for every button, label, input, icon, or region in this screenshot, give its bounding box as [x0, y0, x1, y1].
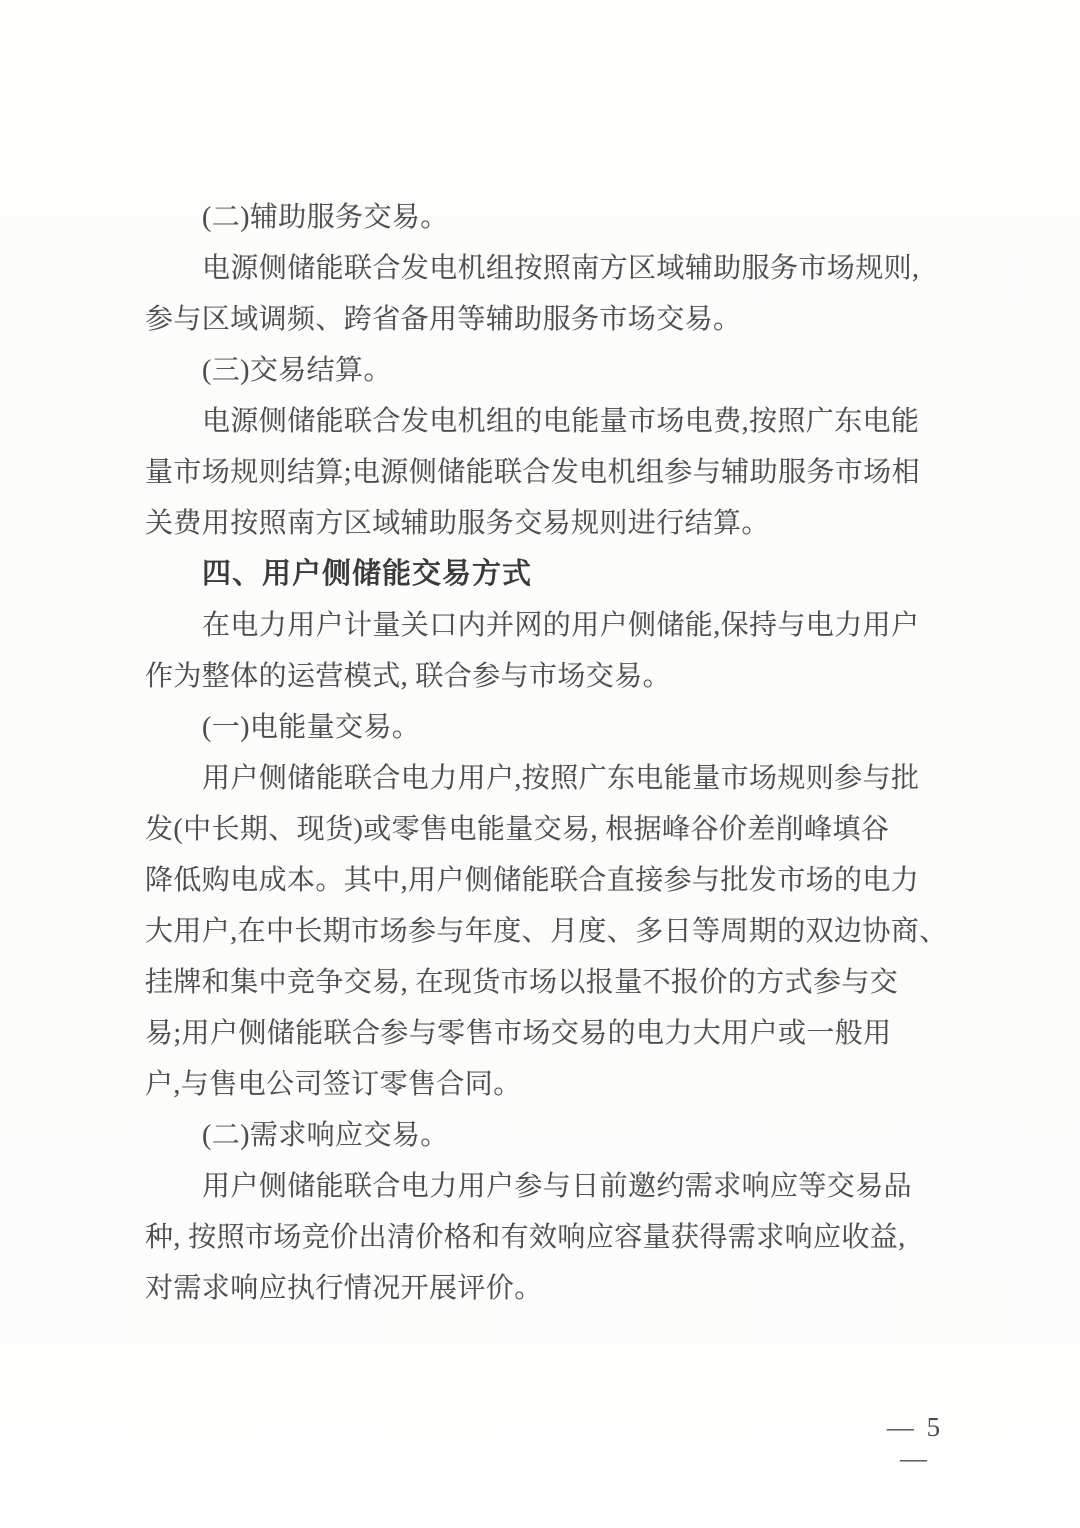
- text-line: 发(中长期、现货)或零售电能量交易, 根据峰谷价差削峰填谷: [145, 814, 890, 845]
- text-line: 用户侧储能联合电力用户,按照广东电能量市场规则参与批: [202, 763, 920, 794]
- text-line: 量市场规则结算;电源侧储能联合发电机组参与辅助服务市场相: [145, 457, 920, 488]
- text-line: 户,与售电公司签订零售合同。: [145, 1069, 522, 1100]
- text-line: 用户侧储能联合电力用户参与日前邀约需求响应等交易品: [202, 1171, 913, 1202]
- text-line: 挂牌和集中竞争交易, 在现货市场以报量不报价的方式参与交: [145, 967, 899, 998]
- text-line: (二)辅助服务交易。: [202, 202, 449, 233]
- text-line: 关费用按照南方区域辅助服务交易规则进行结算。: [145, 508, 770, 539]
- text-line: 大用户,在中长期市场参与年度、月度、多日等周期的双边协商、: [145, 916, 948, 947]
- section-heading: 四、用户侧储能交易方式: [202, 558, 533, 590]
- text-line: 电源侧储能联合发电机组按照南方区域辅助服务市场规则,: [202, 253, 920, 284]
- text-line: 参与区域调频、跨省备用等辅助服务市场交易。: [145, 304, 742, 335]
- text-line: (三)交易结算。: [202, 355, 392, 386]
- text-line: 种, 按照市场竞价出清价格和有效响应容量获得需求响应收益,: [145, 1222, 906, 1253]
- text-line: (二)需求响应交易。: [202, 1120, 449, 1151]
- text-line: 降低购电成本。其中,用户侧储能联合直接参与批发市场的电力: [145, 865, 920, 896]
- text-line: 在电力用户计量关口内并网的用户侧储能,保持与电力用户: [202, 610, 920, 641]
- text-line: 对需求响应执行情况开展评价。: [145, 1273, 543, 1304]
- page-number: — 5 —: [886, 1412, 944, 1473]
- text-line: 易;用户侧储能联合参与零售市场交易的电力大用户或一般用: [145, 1018, 892, 1049]
- text-line: 电源侧储能联合发电机组的电能量市场电费,按照广东电能: [202, 406, 920, 437]
- text-line: (一)电能量交易。: [202, 712, 421, 743]
- document-body: [145, 192, 948, 1314]
- text-line: 作为整体的运营模式, 联合参与市场交易。: [145, 661, 672, 692]
